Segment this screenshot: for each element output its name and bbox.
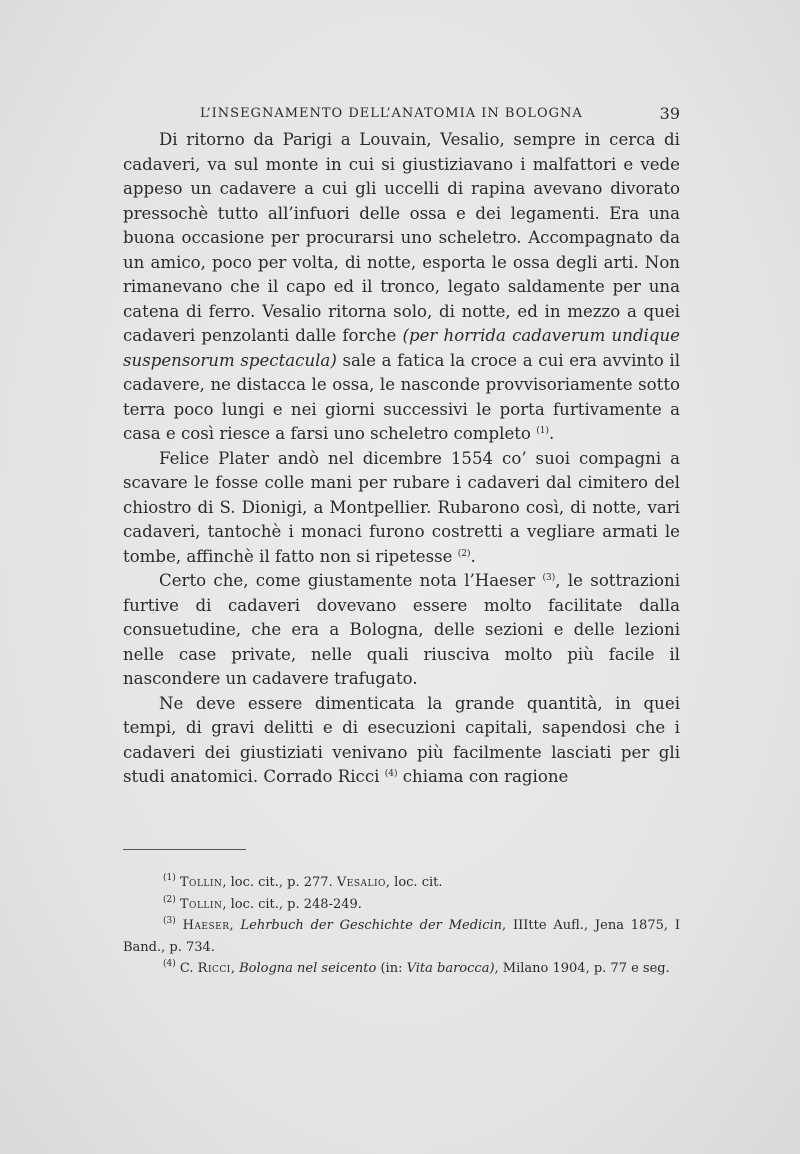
citation-text: , loc. cit. [385,875,443,890]
footnote-2 [123,894,680,916]
citation-text: , loc. cit., p. 248-249. [222,896,362,912]
page-header [200,104,680,126]
paragraph-text: Felice Plater andò nel dicembre 1554 co’ suoi compagni a scavare le fosse colle mani per rubare i cadaveri dal cimitero del chiostro di S. Dionigi, a Montpellier. Rubarono così, di notte, vari cadaveri, tantochè i monaci furono costretti a vegliare armati le tombe, affinchè il fatto non si ripetesse [123,448,680,566]
latin-quotation: (per horrida cadaverum undique suspensorum spectacula) [123,326,680,370]
author-name: Tollin [179,875,223,890]
page-number: 39 [659,104,680,123]
punctuation: . [470,546,476,566]
citation-text: (in: [380,961,403,976]
footnote-mark: (1) [163,873,176,883]
footnote-ref-2[interactable]: (2) [457,548,471,559]
paragraph-text: chiama con ragione [402,767,569,786]
book-title: Lehrbuch der Geschichte der Medicin [240,918,503,933]
author-name: Tollin [179,896,223,912]
footnote-divider [123,849,246,850]
author-name: Haeser [182,918,230,933]
paragraph-2 [123,447,680,570]
citation-text: , [230,961,235,976]
citation-text: , loc. cit., p. 277. [222,875,333,890]
citation-text: , Milano 1904, p. 77 e seg. [494,961,670,976]
footnote-1 [123,872,680,894]
footnote-4 [123,958,680,980]
paragraph-text: sale a fatica la croce a cui era avvinto il cadavere, ne distacca le ossa, le nasconde provvisoriamente sotto terra poco lungi e nei giorni successivi le porta furtivamente a casa e così riesce a farsi uno scheletro completo [123,350,680,443]
footnote-ref-4[interactable]: (4) [384,769,398,779]
book-title: Bologna nel seicento [239,961,377,976]
book-title: Vita barocca) [406,961,495,976]
punctuation: . [548,424,555,443]
footnote-mark: (4) [163,959,176,969]
footnote-3 [123,915,680,958]
footnotes [123,872,680,980]
footnote-ref-3[interactable]: (3) [542,573,556,583]
paragraph-3 [123,569,680,692]
citation-text: , [229,918,234,933]
footnote-ref-1[interactable]: (1) [536,426,549,436]
author-name: Ricci [197,961,231,976]
paragraph-text: Certo che, come giustamente nota l’Haeser [159,571,536,590]
footnote-mark: (2) [163,894,176,905]
paragraph-4 [123,692,680,790]
paragraph-1 [123,128,680,447]
citation-text: C. [179,961,194,976]
paragraph-text: Di ritorno da Parigi a Louvain, Vesalio, sempre in cerca di cadaveri, va sul monte in cui si giustiziavano i malfattori e vede appeso un cadavere a cui gli uccelli di rapina avevano divorato pressochè tutto all’infuori delle ossa e dei legamenti. Era una buona occasione per procurarsi uno scheletro. Accompagnato da un amico, poco per volta, di notte, esporta le ossa degli arti. Non rimanevano che il capo ed il tronco, legato saldamente per una catena di ferro. Vesalio ritorna solo, di notte, ed in mezzo a quei cadaveri penzolanti dalle forche [123,130,680,345]
paragraph-text: Ne deve essere dimenticata la grande quantità, in quei tempi, di gravi delitti e di esecuzioni capitali, sapendosi che i cadaveri dei giustiziati venivano più facilmente lasciati per gli studi anatomici. Corrado Ricci [123,693,680,786]
running-title: L’INSEGNAMENTO DELL’ANATOMIA IN BOLOGNA [200,106,583,121]
footnote-mark: (3) [163,916,176,926]
body-text [123,128,680,790]
author-name: Vesalio [336,875,386,890]
paragraph-text: , le sottrazioni furtive di cadaveri dovevano essere molto facilitate dalla consuetudine, che era a Bologna, delle sezioni e delle lezioni nelle case private, nelle quali riusciva molto più facile il nascondere un cadavere trafugato. [123,571,681,688]
citation-text: , IIItte Aufl., Jena 1875, I Band., p. 734. [123,918,680,955]
